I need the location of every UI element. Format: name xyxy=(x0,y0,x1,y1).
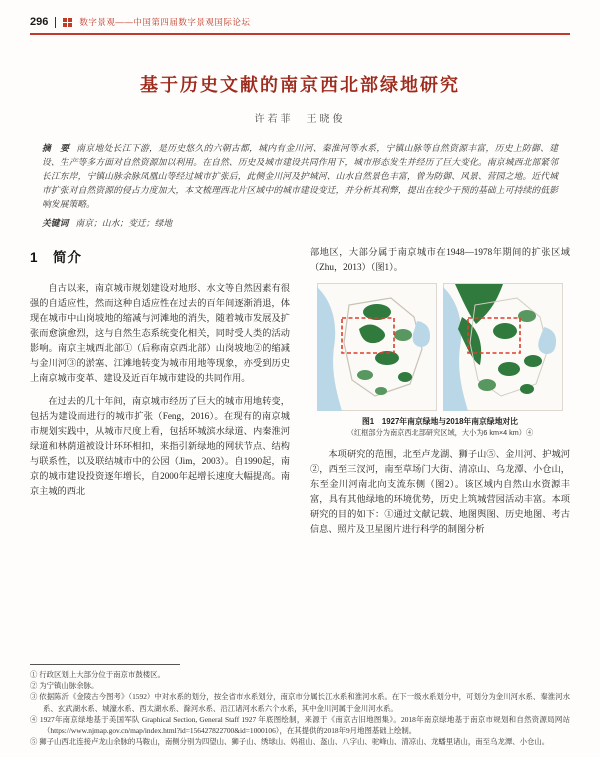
green-area xyxy=(498,362,520,376)
map-2018-image xyxy=(443,283,563,411)
green-area xyxy=(398,372,412,382)
green-area xyxy=(357,370,373,380)
figure-1-caption-title: 图1 1927年南京绿地与2018年南京绿地对比 xyxy=(362,417,518,427)
paragraph: 本项研究的范围，北至卢龙湖、狮子山⑤、金川河、护城河②，西至三汊河，南至草场门大街、清凉山、乌龙潭、小仓山，东至金川河南北向支流东侧（图2）。该区域内自然山水资源丰富，具有其他绿地的环境优势，历史上筑城营园活动丰富。本项研究的目的如下：①通过文献记载、地图舆图、历史地图、考古信息、照片及卫星图片进行科学的制图分析 xyxy=(310,448,570,534)
paragraph-continuation: 部地区，大部分属于南京城市在1948—1978年期间的扩张区域（Zhu，2013）（图1）。 xyxy=(310,247,570,273)
header-divider xyxy=(55,17,56,28)
page-header xyxy=(30,16,570,28)
green-area xyxy=(394,329,412,341)
footnote: ⑤ 狮子山西北连接卢龙山余脉的马鞍山，南侧分别为四望山、狮子山、绣球山、妈祖山、盔山、八字山、驼峰山、清凉山、龙蟠里诸山，南至乌龙潭、小仓山。 xyxy=(30,736,550,746)
abstract-text: 南京地处长江下游，是历史悠久的六朝古都，城内有金川河、秦淮河等水系，宁镇山脉等自然资源丰富，历史上防御、建设、生产等多方面对自然资源加以利用。在自然、历史及城市建设共同作用下，城市形态发生并经历了巨大变化。南京城西北部紧邻长江东岸，宁镇山脉余脉凤凰山等经过城市扩张后，此侧金川河及护城河、山水自然景色丰富，曾为防御、风景、营园之地。近代城市扩张对自然资源的侵占力度加大，本文梳理西北片区域中的城市建设变迁，并分析其利弊，提出在较少干预的基础上可持续的低影响发展策略。 xyxy=(42,143,558,209)
footnote-rule xyxy=(30,664,180,665)
left-column xyxy=(30,245,290,656)
abstract xyxy=(42,142,558,211)
footnote: ④ 1927年南京绿地基于美国军队 Graphical Section, General Staff 1927 年底图绘制，来源于《南京古旧地图集》。2018年南京绿地基于南京市规划和自然资源局网站（https://www.njmap.gov.cn/map/index.html?id=156427822700&id=1000106），在其提供的2018年9月地图基础上绘制。 xyxy=(30,714,570,735)
keywords-label: 关键词 xyxy=(42,218,69,229)
conference-title: 数字景观——中国第四届数字景观国际论坛 xyxy=(79,17,251,27)
right-column xyxy=(310,245,570,656)
grid-squares-icon xyxy=(63,18,72,27)
footnote: ② 为宁镇山脉余脉。 xyxy=(30,681,99,691)
paragraph: 自古以来，南京城市规划建设对地形、水文等自然因素有很强的自适应性，然而这种自适应性在过去的百年间逐渐消退，体现在城市中山岗坡地的缩减与河滩地的消失，随着城市发展及扩张而愈演愈烈，这与自然生态系统变化相关，同时受人类的活动影响。南京主城西北部①（后称南京西北部）山岗坡地②的缩减与金川河③的淤塞、江滩地转变为城市用地等现象，亦受到历史上南京城市变革、建设及近百年城市建设的共同作用。 xyxy=(30,283,290,384)
page-number: 296 xyxy=(30,16,49,28)
figure-1-caption-note: （红框部分为南京西北部研究区域，大小为6 km×4 km）④ xyxy=(346,428,534,438)
green-area xyxy=(520,384,534,394)
figure-1 xyxy=(310,283,570,438)
green-area xyxy=(524,355,542,367)
map-1927-image xyxy=(317,283,437,411)
article-authors: 许若菲 王晓俊 xyxy=(254,114,346,125)
abstract-label: 摘 要 xyxy=(42,143,70,153)
green-area xyxy=(478,379,496,391)
footnotes xyxy=(30,664,570,747)
keywords-text: 南京；山水；变迁；绿地 xyxy=(75,218,173,229)
paragraph: 在过去的几十年间，南京城市经历了巨大的城市用地转变，包括为建设而进行的城市扩张（Feng，2016）。在现有的南京城市规划实践中，从城市尺度上看，包括环城滨水绿道、内秦淮河绿道和林荫道被设计环环相扣，来指引新绿地的网状节点、结构与联系性，以及联结城市中的公园（Jim，2003）。自1990起，南京的城市建设投资逐年增长，自2000年起增长速度大幅提高。南京主城的西北 xyxy=(30,396,290,497)
article-title: 基于历史文献的南京西北部绿地研究 xyxy=(140,75,460,95)
figure-1-maps xyxy=(310,283,570,411)
section-1-heading: 1 简介 xyxy=(30,250,83,266)
two-column-body xyxy=(30,245,570,656)
footnote: ① 行政区划上大部分位于南京市鼓楼区。 xyxy=(30,670,165,680)
keywords xyxy=(42,216,558,229)
green-area xyxy=(375,387,387,395)
figure-1-caption xyxy=(310,416,570,438)
header-rule xyxy=(30,33,570,35)
footnote: ③ 依据陈沂《金陵古今图考》（1592）中对水系的划分，按全省市水系划分，南京市分属长江水系和淮河水系。在下一级水系划分中，可划分为金川河水系、秦淮河水系、玄武湖水系、城濠水系、西太湖水系、滁河水系、沿江诸河水系六个水系，其中金川河属于金川河水系。 xyxy=(30,692,570,713)
green-area xyxy=(493,323,517,339)
